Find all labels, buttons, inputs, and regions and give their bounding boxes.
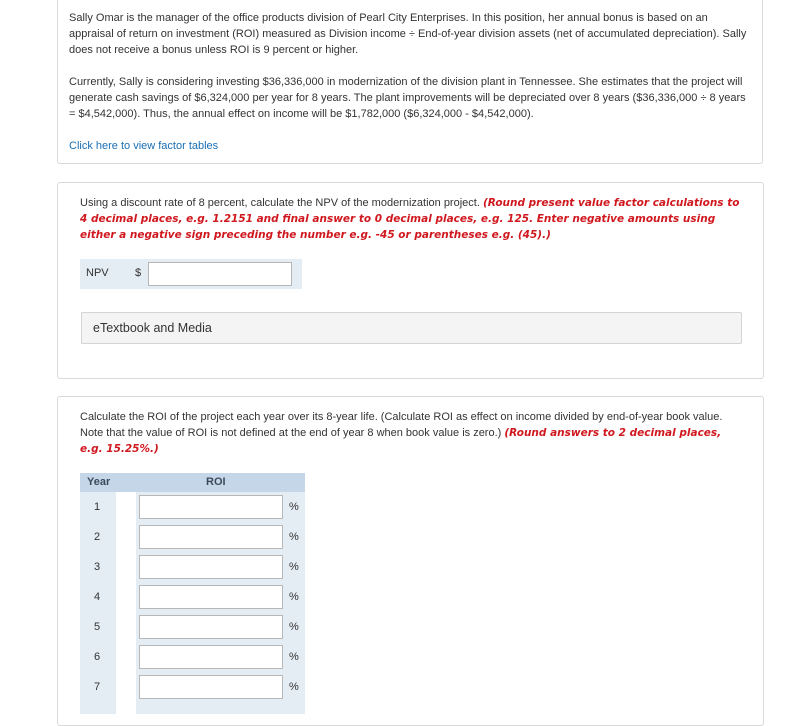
year-cell: 4 xyxy=(94,591,101,603)
percent-unit: % xyxy=(289,591,299,603)
percent-unit: % xyxy=(289,621,299,633)
table-row xyxy=(80,552,305,582)
table-row xyxy=(80,492,305,522)
factor-tables-link[interactable]: Click here to view factor tables xyxy=(69,140,219,152)
year-cell: 2 xyxy=(94,531,101,543)
year-cell: 6 xyxy=(94,651,101,663)
dollar-sign: $ xyxy=(135,267,142,279)
roi-question-text: Calculate the ROI of the project each year over its 8-year life. (Calculate ROI as effect on income divided by end-of-year book value. Note that the value of ROI is not defined at the end of year 8 when book value is zero.) xyxy=(80,411,723,439)
percent-unit: % xyxy=(289,561,299,573)
roi-input-year-6[interactable] xyxy=(139,645,283,669)
roi-input-year-7[interactable] xyxy=(139,675,283,699)
table-row xyxy=(80,522,305,552)
roi-question xyxy=(80,409,740,457)
npv-question xyxy=(80,195,740,243)
table-row xyxy=(80,612,305,642)
percent-unit: % xyxy=(289,681,299,693)
year-cell: 5 xyxy=(94,621,101,633)
roi-column-header: ROI xyxy=(206,476,226,488)
etextbook-label: eTextbook and Media xyxy=(93,321,212,335)
percent-unit: % xyxy=(289,501,299,513)
roi-input-year-5[interactable] xyxy=(139,615,283,639)
roi-instruction: (Round answers to 2 decimal places, e.g. 15.25%.) xyxy=(80,427,722,455)
table-row xyxy=(80,672,305,702)
percent-unit: % xyxy=(289,651,299,663)
roi-input-year-4[interactable] xyxy=(139,585,283,609)
etextbook-media-button[interactable] xyxy=(81,312,742,344)
roi-input-year-2[interactable] xyxy=(139,525,283,549)
npv-answer-row xyxy=(80,259,302,289)
year-cell: 3 xyxy=(94,561,101,573)
npv-question-text: Using a discount rate of 8 percent, calculate the NPV of the modernization project. xyxy=(80,197,483,209)
npv-input[interactable] xyxy=(148,262,292,286)
problem-paragraph-2: Currently, Sally is considering investing $36,336,000 in modernization of the division plant in Tennessee. She estimates that the project will generate cash savings of $6,324,000 per year for 8 years. The plant improvements will be depreciated over 8 years ($36,336,000 ÷ 8 years = $4,542,000). Thus, the annual effect on income will be $1,782,000 ($6,324,000 - $4,542,000). xyxy=(69,76,746,120)
year-column-header: Year xyxy=(87,476,111,488)
roi-table xyxy=(80,473,305,693)
year-cell: 1 xyxy=(94,501,101,513)
npv-instruction: (Round present value factor calculations to 4 decimal places, e.g. 1.2151 and final answer to 0 decimal places, e.g. 125. Enter negative amounts using either a negative sign preceding the number e.g. -45 or parentheses e.g. (45).) xyxy=(80,197,740,241)
problem-paragraph-1: Sally Omar is the manager of the office products division of Pearl City Enterprises. In this position, her annual bonus is based on an appraisal of return on investment (ROI) measured as Division income ÷ End-of-year division assets (net of accumulated depreciation). Sally does not receive a bonus unless ROI is 9 percent or higher. xyxy=(69,12,747,56)
roi-table-header xyxy=(80,473,305,492)
table-row xyxy=(80,582,305,612)
roi-input-year-3[interactable] xyxy=(139,555,283,579)
table-row xyxy=(80,642,305,672)
percent-unit: % xyxy=(289,531,299,543)
roi-input-year-1[interactable] xyxy=(139,495,283,519)
year-cell: 7 xyxy=(94,681,101,693)
npv-label: NPV xyxy=(86,267,109,279)
